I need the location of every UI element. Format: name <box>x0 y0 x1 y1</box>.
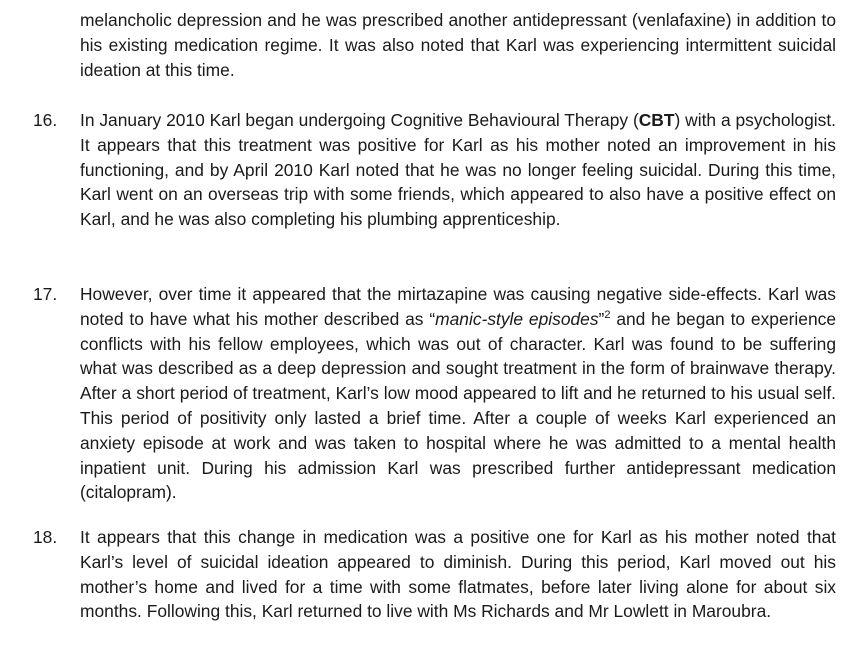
paragraph-17-italic-quote: manic-style episodes <box>435 308 599 329</box>
paragraph-17-text-before: However, over time it appeared that the mirtazapine was causing negative side-effects. Karl was noted to have what his mother described as “ <box>80 284 836 329</box>
paragraph-17-quote-close: ” <box>598 308 605 329</box>
footnote-marker[interactable]: 2 <box>604 309 611 321</box>
paragraph-16-bold-term: CBT <box>638 110 675 130</box>
paragraph-number-17: 17. <box>33 284 58 304</box>
paragraph-number-18: 18. <box>33 527 58 547</box>
paragraph-18: It appears that this change in medication was a positive one for Karl as his mother noted that Karl’s level of suicidal ideation appeared to diminish. During this period, Karl moved out his mother’s home and lived for a time with some flatmates, before later living alone for about six months. Following this, Karl returned to live with Ms Richards and Mr Lowlett in Maroubra. <box>80 527 836 622</box>
paragraph-17-text-after: and he began to experience conflicts with his fellow employees, which was out of character. Karl was found to be suffering what was described as a deep depression and sought treatment in the form of brainwave therapy. After a short period of treatment, Karl’s low mood appeared to lift and he returned to his usual self. This period of positivity only lasted a brief time. After a couple of weeks Karl experienced an anxiety episode at work and was taken to hospital where he was admitted to a mental health inpatient unit. During his admission Karl was prescribed further antidepressant medication (citalopram). <box>80 308 836 503</box>
paragraph-number-16: 16. <box>33 110 58 130</box>
paragraph-16-text-before: In January 2010 Karl began undergoing Cognitive Behavioural Therapy ( <box>80 110 639 130</box>
paragraph-17 <box>80 282 836 505</box>
paragraph-16-text-after: ) with a psychologist. It appears that this treatment was positive for Karl as his mother noted an improvement in his functioning, and by April 2010 Karl noted that he was no longer feeling suicidal. During this time, Karl went on an overseas trip with some friends, which appeared to also have a positive effect on Karl, and he was also completing his plumbing apprenticeship. <box>80 110 837 230</box>
paragraph-continuation: melancholic depression and he was prescribed another antidepressant (venlafaxine) in addition to his existing medication regime. It was also noted that Karl was experiencing intermittent suicidal ideation at this time. <box>80 10 836 80</box>
paragraph-16 <box>80 108 836 232</box>
